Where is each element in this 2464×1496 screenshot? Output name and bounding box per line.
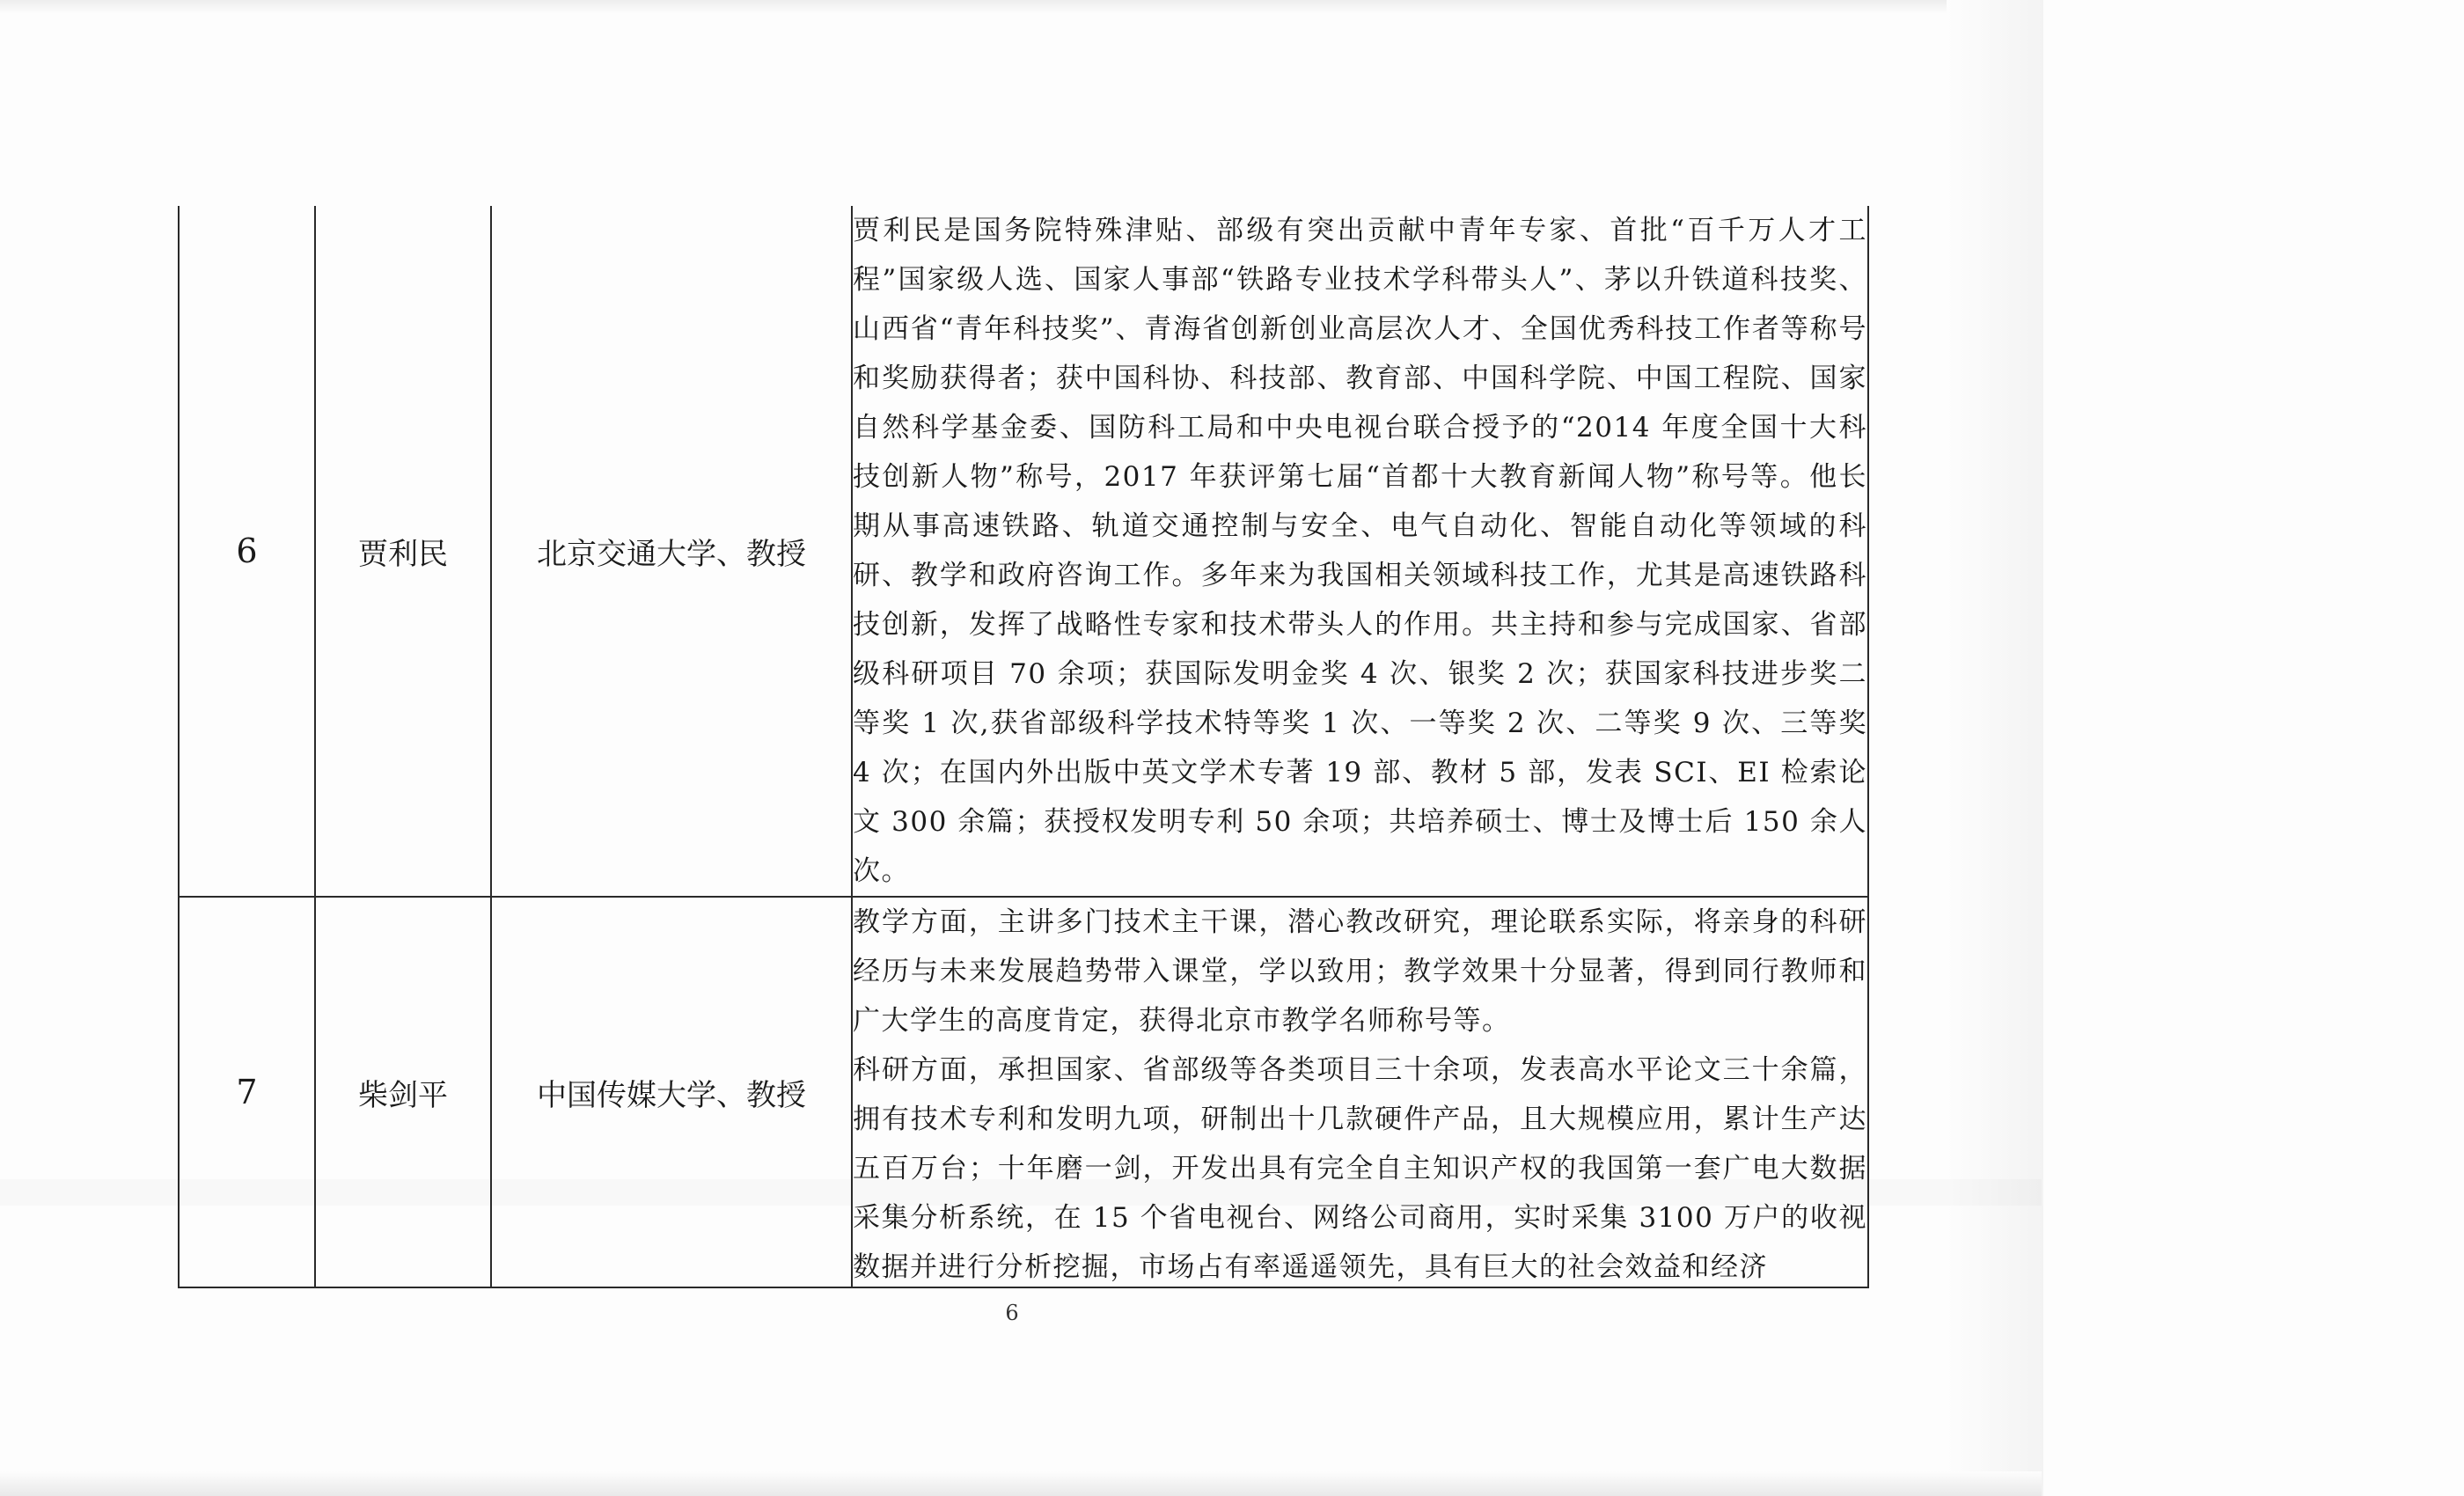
table-row — [179, 206, 1868, 897]
scan-shadow-right — [1947, 0, 2043, 1496]
table-row — [179, 897, 1868, 1287]
row-number: 7 — [179, 897, 315, 1287]
row-number: 6 — [179, 206, 315, 897]
person-name: 贾利民 — [315, 206, 491, 897]
scan-shadow-top — [0, 0, 2042, 14]
affiliation: 中国传媒大学、教授 — [491, 897, 852, 1287]
achievements-cell — [852, 897, 1868, 1287]
teaching-paragraph: 教学方面，主讲多门技术主干课，潜心教改研究，理论联系实际，将亲身的科研经历与未来发展趋势带入课堂，学以致用；教学效果十分显著，得到同行教师和广大学生的高度肯定，获得北京市教学名师称号等。 — [853, 906, 1867, 1037]
scan-shadow-bottom — [0, 1471, 2042, 1496]
affiliation: 北京交通大学、教授 — [491, 206, 852, 897]
achievements-cell — [852, 206, 1868, 897]
research-paragraph: 科研方面，承担国家、省部级等各类项目三十余项，发表高水平论文三十余篇，拥有技术专利和发明九项，研制出十几款硬件产品，且大规模应用，累计生产达五百万台；十年磨一剑，开发出具有完全自主知识产权的我国第一套广电大数据采集分析系统，在 15 个省电视台、网络公司商用，实时采集 3100 万户的收视数据并进行分析挖掘，市场占有率遥遥领先，具有巨大的社会效益和经济 — [853, 1054, 1867, 1281]
achievements-paragraph: 贾利民是国务院特殊津贴、部级有突出贡献中青年专家、首批“百千万人才工程”国家级人选、国家人事部“铁路专业技术学科带头人”、茅以升铁道科技奖、山西省“青年科技奖”、青海省创新创业高层次人才、全国优秀科技工作者等称号和奖励获得者；获中国科协、科技部、教育部、中国科学院、中国工程院、国家自然科学基金委、国防科工局和中央电视台联合授予的“2014 年度全国十大科技创新人物”称号，2017 年获评第七届“首都十大教育新闻人物”称号等。他长期从事高速铁路、轨道交通控制与安全、电气自动化、智能自动化等领域的科研、教学和政府咨询工作。多年来为我国相关领域科技工作，尤其是高速铁路科技创新，发挥了战略性专家和技术带头人的作用。共主持和参与完成国家、省部级科研项目 70 余项；获国际发明金奖 4 次、银奖 2 次；获国家科技进步奖二等奖 1 次,获省部级科学技术特等奖 1 次、一等奖 2 次、二等奖 9 次、三等奖 4 次；在国内外出版中英文学术专著 19 部、教材 5 部，发表 SCI、EI 检索论文 300 余篇；获授权发明专利 50 余项；共培养硕士、博士及博士后 150 余人次。 — [853, 215, 1867, 887]
records-table — [178, 206, 1869, 1288]
page-number: 6 — [1005, 1301, 1019, 1325]
person-name: 柴剑平 — [315, 897, 491, 1287]
